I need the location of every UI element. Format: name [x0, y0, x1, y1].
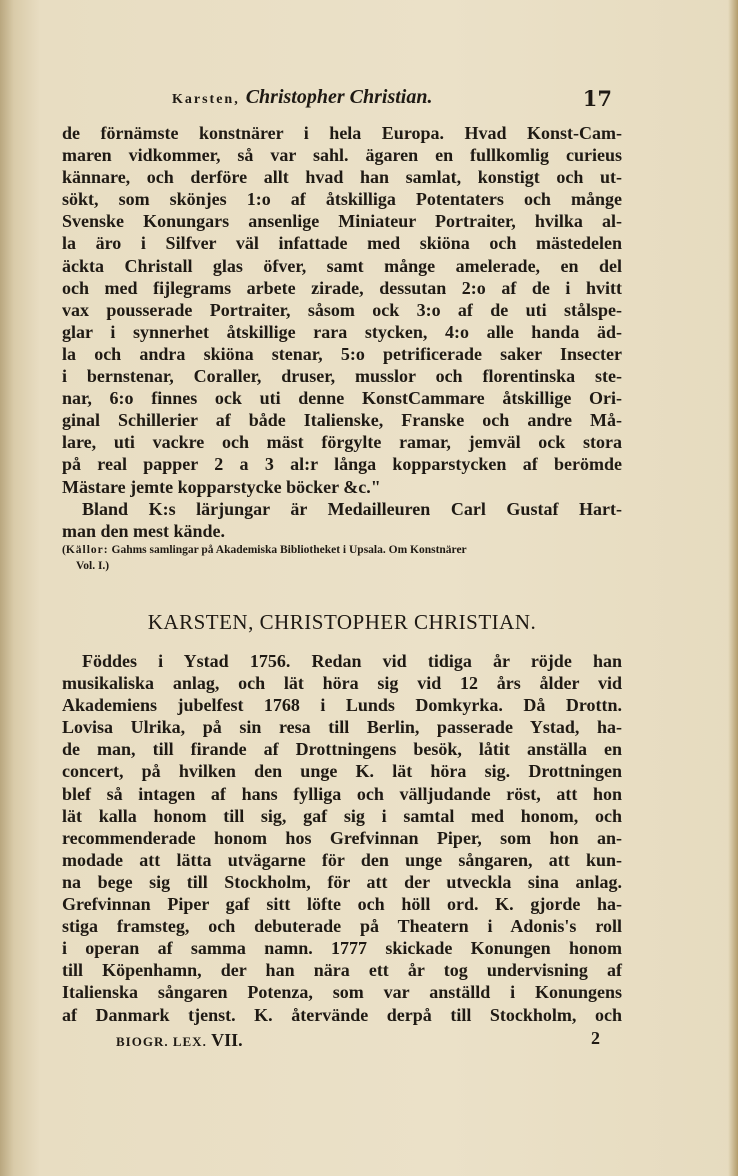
page-footer — [62, 1030, 622, 1054]
text-line: blef så intagen af hans fylliga och välljudande röst, att hon — [62, 783, 622, 804]
text-line: ginal Schillerier af både Italienske, Franske och andre Må- — [62, 410, 622, 431]
text-line: sökt, som skönjes 1:o af åtskilliga Potentaters och månge — [62, 189, 622, 210]
text-line: på real papper 2 a 3 al:r långa kopparstycken af berömde — [62, 454, 622, 475]
text-line: i bernstenar, Coraller, druser, musslor och florentinska ste- — [62, 366, 622, 387]
text-line: kännare, och derföre allt hvad han samlat, konstigt och ut- — [62, 167, 622, 188]
text-line: Svenske Konungars ansenlige Miniateur Portraiter, hvilka al- — [62, 211, 622, 232]
text-line: la äro i Silfver väl infattade med skiöna och mästedelen — [62, 233, 622, 254]
text-line: Föddes i Ystad 1756. Redan vid tidiga år röjde han — [82, 651, 622, 671]
text-line: Grefvinnan Piper gaf sitt löfte och höll ord. K. gjorde ha- — [62, 894, 622, 915]
signature-text: BIOGR. LEX. — [116, 1034, 207, 1049]
text-line: lare, uti vackre och mäst förgylte ramar, jemväl ock stora — [62, 432, 622, 453]
text-line: na bege sig till Stockholm, för att der utveckla sina anlag. — [62, 871, 622, 892]
text-line: concert, på hvilken den unge K. lät höra sig. Drottningen — [62, 761, 622, 782]
source-note: (Källor: Gahms samlingar på Akademiska Bibliotheket i Upsala. Om Konstnärer Vol. I.) — [62, 542, 622, 574]
text-line: af Danmark tjenst. K. återvände derpå till Stockholm, och — [62, 1004, 622, 1025]
running-head-names: Christopher Christian. — [245, 86, 433, 108]
page-number: 17 — [582, 86, 612, 111]
entry-title: KARSTEN, CHRISTOPHER CHRISTIAN. — [147, 610, 537, 634]
source-label: Källor: — [65, 544, 109, 556]
text-line: man den mest kände. — [62, 520, 226, 541]
running-head — [172, 86, 432, 109]
volume-number: VII. — [211, 1030, 243, 1050]
text-line: och med fijlegrams arbete zirade, dessutan 2:o af de i hvitt — [62, 277, 622, 298]
entry-text — [62, 650, 622, 1026]
text-line: nar, 6:o finnes ock uti denne KonstCammare åtskillige Ori- — [62, 388, 622, 409]
text-line: de man, till firande af Drottningens besök, låtit anställa en — [62, 739, 622, 760]
sheet-number: 2 — [591, 1028, 600, 1048]
text-line: äckta Christall glas öfver, samt månge amelerade, en del — [62, 255, 622, 276]
text-line: maren vidkommer, så var sahl. ägaren en fullkomlig curieus — [62, 145, 622, 166]
text-line: till Köpenhamn, der han nära ett år tog undervisning af — [62, 960, 622, 981]
text-line: Akademiens jubelfest 1768 i Lunds Domkyrka. Då Drottn. — [62, 695, 622, 716]
text-line: Italienska sångaren Potenza, som var anställd i Konungens — [62, 982, 622, 1003]
running-head-surname: Karsten, — [172, 92, 240, 107]
text-line: vax pousserade Portraiter, såsom ock 3:o af de uti stålspe- — [62, 299, 622, 320]
text-line: stiga framsteg, och debuterade på Theatern i Adonis's roll — [62, 916, 622, 937]
text-line: recommenderade honom hos Grefvinnan Piper, som hon an- — [62, 827, 622, 848]
signature-mark — [116, 1030, 243, 1051]
text-line: Bland K:s lärjungar är Medailleuren Carl Gustaf Hart- — [82, 498, 622, 519]
text-line: Mästare jemte kopparstycke böcker &c." — [62, 476, 381, 497]
continuation-text — [62, 122, 622, 542]
text-line: lät kalla honom till sig, gaf sig i samtal med honom, och — [62, 805, 622, 826]
source-text: Gahms samlingar på Akademiska Bibliotheket i Upsala. Om Konstnärer — [111, 544, 467, 556]
text-line: glar i synnerhet åtskillige rara stycken, 4:o alle handa äd- — [62, 321, 622, 342]
page-edge — [728, 0, 738, 1176]
text-line: de förnämste konstnärer i hela Europa. Hvad Konst-Cam- — [62, 123, 622, 143]
text-line: la och andra skiöna stenar, 5:o petrificerade saker Insecter — [62, 343, 622, 364]
running-header — [62, 84, 622, 114]
text-line: Lovisa Ulrika, på sin resa till Berlin, passerade Ystad, ha- — [62, 717, 622, 738]
source-text-cont: Vol. I.) — [76, 560, 110, 572]
text-line: musikaliska anlag, och lät höra sig vid 12 års ålder vid — [62, 673, 622, 694]
text-line: modade att lätta utvägarne för den unge sångaren, att kun- — [62, 849, 622, 870]
text-line: i operan af samma namn. 1777 skickade Konungen honom — [62, 938, 622, 959]
